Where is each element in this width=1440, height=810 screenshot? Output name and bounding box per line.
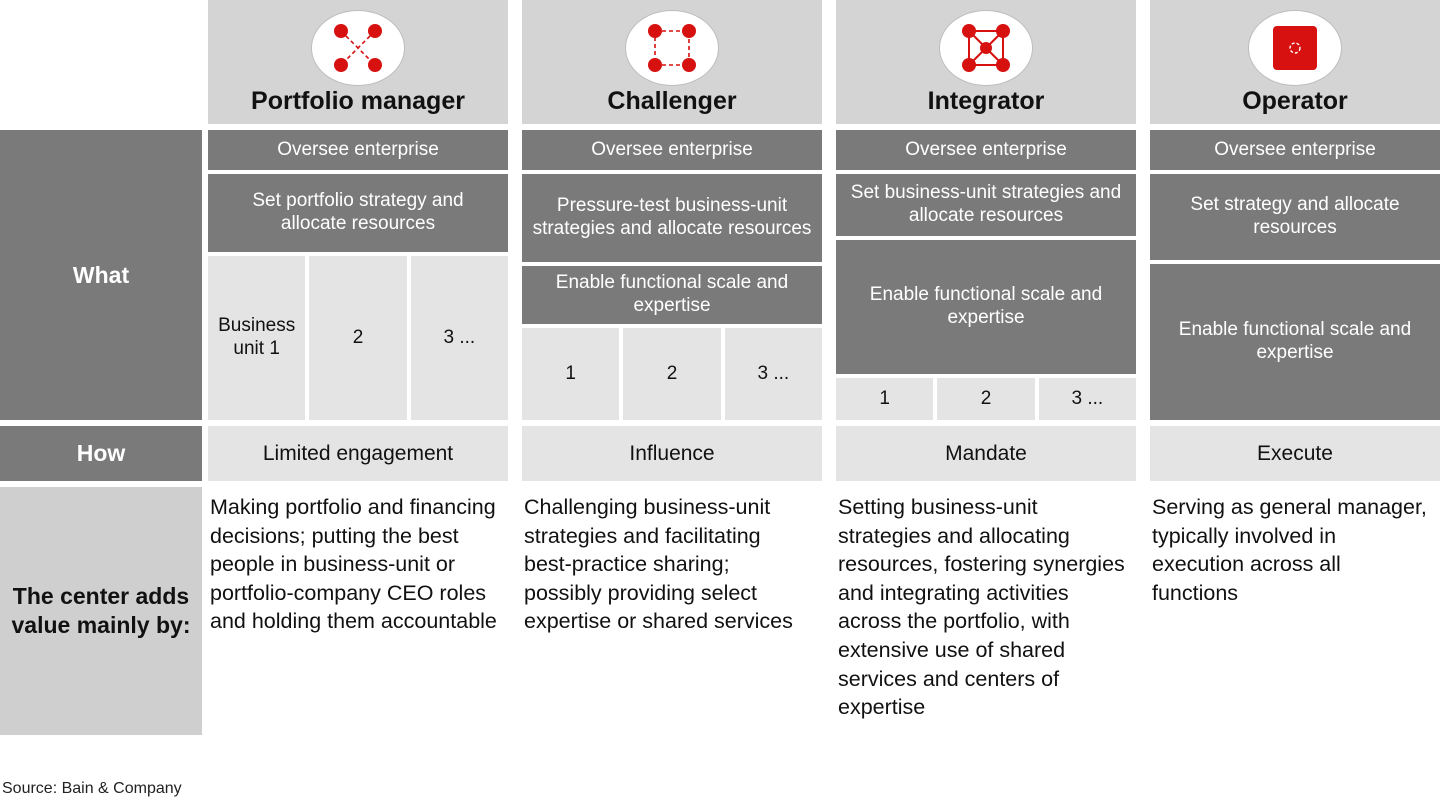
what-band: Oversee enterprise	[836, 130, 1136, 170]
gap	[1136, 130, 1150, 420]
gap	[508, 130, 522, 420]
gap	[1136, 0, 1150, 124]
gap	[1136, 426, 1150, 481]
row-label-value: The center adds value mainly by:	[0, 487, 202, 735]
what-band: Set business-unit strategies and allocate resources	[836, 174, 1136, 236]
gap	[822, 487, 836, 735]
how-cell-operator: Execute	[1150, 426, 1440, 481]
business-unit: Business unit 1	[208, 256, 305, 420]
what-band: Oversee enterprise	[1150, 130, 1440, 170]
column-title: Integrator	[927, 86, 1045, 115]
column-header-operator	[1150, 0, 1440, 124]
row-label-how: How	[0, 426, 202, 481]
business-unit: 1	[522, 328, 619, 420]
gap	[1136, 487, 1150, 735]
what-cell-portfolio-manager	[208, 130, 508, 420]
challenger-diagram-icon	[625, 10, 719, 86]
what-cell-challenger	[522, 130, 822, 420]
gap	[822, 130, 836, 420]
integrator-diagram-icon	[939, 10, 1033, 86]
gap	[508, 426, 522, 481]
business-unit: 3 ...	[725, 328, 822, 420]
value-cell-challenger: Challenging business-unit strategies and facilitating best-practice sharing; possibly providing select expertise or shared services	[522, 487, 822, 735]
column-header-portfolio-manager	[208, 0, 508, 124]
how-cell-integrator: Mandate	[836, 426, 1136, 481]
what-band: Set portfolio strategy and allocate resources	[208, 174, 508, 252]
header-corner-blank	[0, 0, 202, 124]
what-cell-operator	[1150, 130, 1440, 420]
gap	[508, 487, 522, 735]
how-cell-challenger: Influence	[522, 426, 822, 481]
column-title: Operator	[1242, 86, 1348, 115]
what-band: Enable functional scale and expertise	[836, 240, 1136, 374]
portfolio-manager-diagram-icon	[311, 10, 405, 86]
business-unit: 3 ...	[411, 256, 508, 420]
what-band: Enable functional scale and expertise	[1150, 264, 1440, 420]
value-cell-portfolio-manager: Making portfolio and financing decisions; putting the best people in business-unit or portfolio-company CEO roles and holding them accountable	[208, 487, 508, 735]
column-header-integrator	[836, 0, 1136, 124]
business-unit-row	[208, 256, 508, 420]
what-band: Oversee enterprise	[522, 130, 822, 170]
what-band: Oversee enterprise	[208, 130, 508, 170]
what-band: Set strategy and allocate resources	[1150, 174, 1440, 260]
row-label-what: What	[0, 130, 202, 420]
business-unit: 2	[623, 328, 720, 420]
business-unit: 3 ...	[1039, 378, 1136, 420]
business-unit: 2	[309, 256, 406, 420]
operator-diagram-icon	[1248, 10, 1342, 86]
what-cell-integrator	[836, 130, 1136, 420]
gap	[822, 426, 836, 481]
business-unit: 1	[836, 378, 933, 420]
how-cell-portfolio-manager: Limited engagement	[208, 426, 508, 481]
what-band: Enable functional scale and expertise	[522, 266, 822, 324]
column-header-challenger	[522, 0, 822, 124]
value-cell-operator: Serving as general manager, typically involved in execution across all functions	[1150, 487, 1440, 735]
source-note: Source: Bain & Company	[2, 780, 182, 797]
gap	[508, 0, 522, 124]
business-unit: 2	[937, 378, 1034, 420]
business-unit-row	[522, 328, 822, 420]
column-title: Portfolio manager	[251, 86, 465, 115]
column-title: Challenger	[607, 86, 737, 115]
value-cell-integrator: Setting business-unit strategies and allocating resources, fostering synergies and integrating activities across the portfolio, with extensive use of shared services and centers of expertise	[836, 487, 1136, 735]
what-band: Pressure-test business-unit strategies and allocate resources	[522, 174, 822, 262]
gap	[822, 0, 836, 124]
business-unit-row	[836, 378, 1136, 420]
